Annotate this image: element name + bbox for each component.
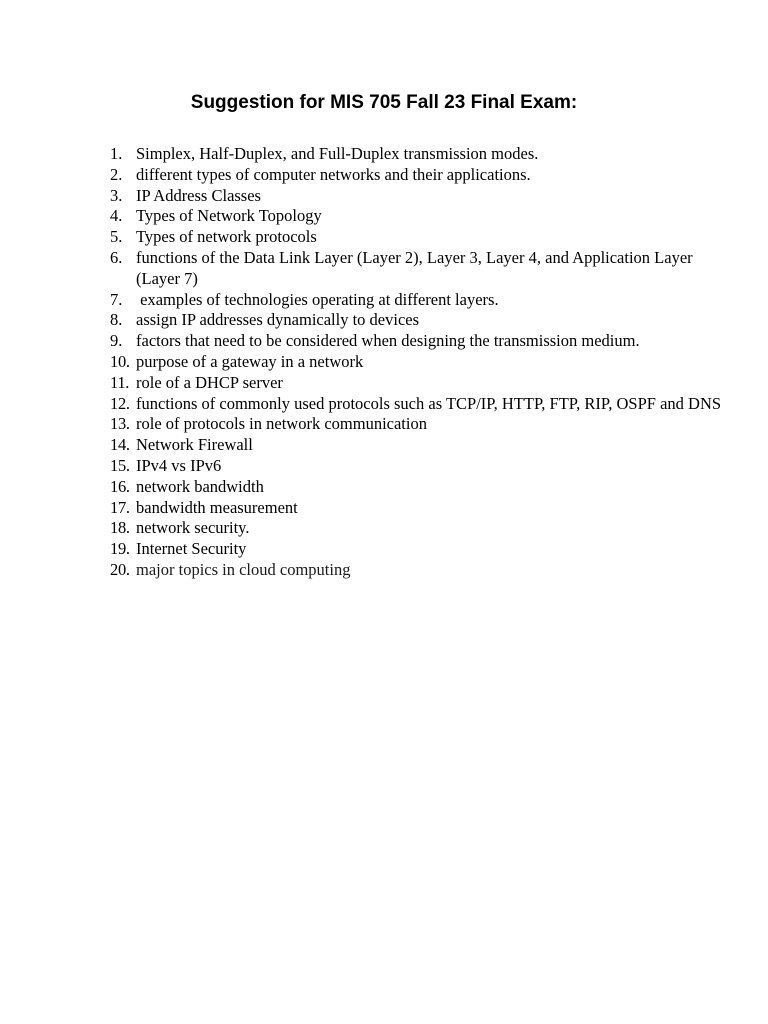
list-item: [110, 331, 730, 352]
item-number: 10.: [110, 351, 130, 371]
item-text: Simplex, Half-Duplex, and Full-Duplex transmission modes.: [136, 144, 539, 163]
page-title: Suggestion for MIS 705 Fall 23 Final Exam:: [190, 92, 578, 113]
item-text: bandwidth measurement: [136, 497, 298, 517]
item-text: IP Address Classes: [136, 185, 261, 205]
list-item: [110, 310, 730, 331]
item-text: major topics in cloud computing: [136, 559, 351, 579]
item-text: examples of technologies operating at different layers.: [136, 289, 499, 309]
item-text: purpose of a gateway in a network: [136, 351, 364, 371]
item-number: 1.: [110, 144, 123, 163]
list-item: [110, 352, 730, 373]
list-item: [110, 373, 730, 394]
item-number: 9.: [110, 331, 123, 351]
list-item: [110, 456, 730, 477]
item-text: Types of Network Topology: [136, 206, 322, 226]
item-text: IPv4 vs IPv6: [136, 455, 222, 475]
item-text: role of a DHCP server: [136, 372, 283, 392]
item-text: network security.: [136, 518, 250, 538]
list-item: [110, 248, 730, 290]
list-item: [110, 165, 730, 186]
item-text: Internet Security: [136, 539, 247, 559]
item-number: 2.: [110, 164, 123, 184]
list-item: [110, 206, 730, 227]
list-item: [110, 435, 730, 456]
list-item: [110, 290, 730, 311]
list-item: [110, 414, 730, 435]
item-number: 15.: [110, 455, 130, 475]
item-number: 11.: [110, 372, 130, 392]
item-text: Types of network protocols: [136, 227, 317, 247]
item-number: 5.: [110, 227, 123, 247]
item-number: 14.: [110, 435, 130, 455]
item-number: 6.: [110, 247, 123, 267]
list-item: [110, 539, 730, 560]
item-number: 17.: [110, 497, 130, 517]
item-number: 19.: [110, 539, 130, 559]
item-number: 18.: [110, 518, 130, 538]
item-number: 16.: [110, 476, 130, 496]
topic-list: [110, 144, 730, 581]
list-item: [110, 394, 730, 415]
item-text: factors that need to be considered when designing the transmission medium.: [136, 331, 640, 351]
item-text: network bandwidth: [136, 476, 264, 496]
list-item: [110, 518, 730, 539]
list-item: [110, 477, 730, 498]
list-item: [110, 227, 730, 248]
item-text: different types of computer networks and their applications.: [136, 164, 531, 184]
item-number: 20.: [110, 559, 130, 579]
list-item: [110, 186, 730, 207]
item-number: 4.: [110, 206, 123, 226]
list-item: [110, 144, 730, 165]
item-number: 13.: [110, 414, 130, 434]
item-text: functions of commonly used protocols such as TCP/IP, HTTP, FTP, RIP, OSPF and DNS: [136, 393, 722, 413]
item-number: 7.: [110, 289, 123, 309]
item-number: 8.: [110, 310, 123, 330]
list-item: [110, 498, 730, 519]
item-number: 3.: [110, 185, 123, 205]
item-text: Network Firewall: [136, 435, 253, 455]
item-text: role of protocols in network communication: [136, 414, 427, 434]
list-item: [110, 560, 730, 581]
item-text: functions of the Data Link Layer (Layer 2), Layer 3, Layer 4, and Application Layer (Layer 7): [136, 247, 693, 288]
item-text: assign IP addresses dynamically to devices: [136, 310, 420, 330]
item-number: 12.: [110, 393, 130, 413]
